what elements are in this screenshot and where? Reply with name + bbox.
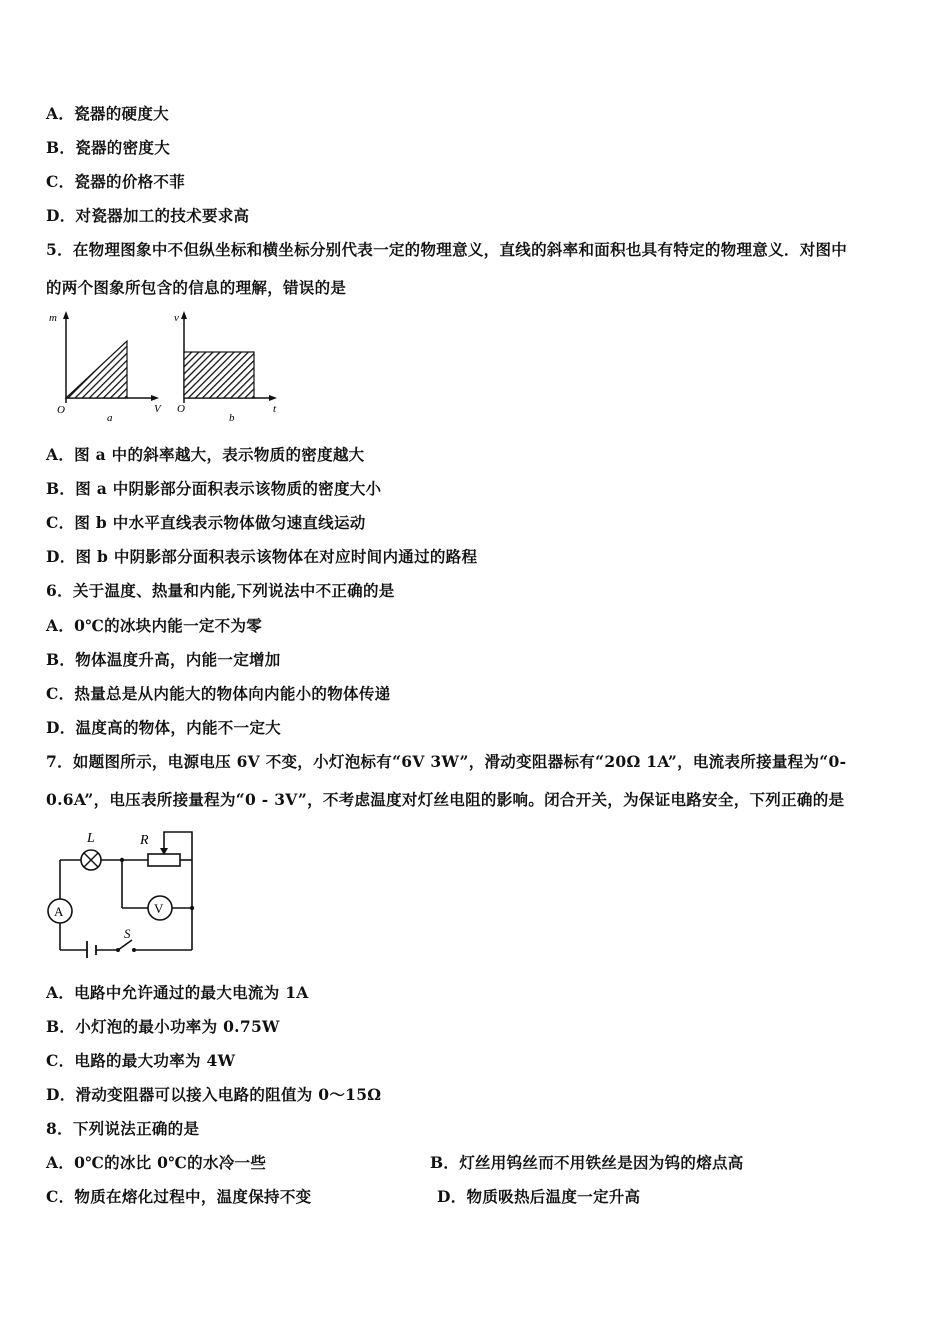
graph-a-y-label: m bbox=[49, 312, 57, 324]
q5-option-c: C．图 b 中水平直线表示物体做匀速直线运动 bbox=[46, 513, 366, 532]
graph-b-x-label: t bbox=[273, 403, 277, 415]
graph-a-shaded-area bbox=[66, 341, 127, 398]
q7-option-d: D．滑动变阻器可以接入电路的阻值为 0～15Ω bbox=[46, 1085, 382, 1104]
q5-stem-line1: 5．在物理图象中不但纵坐标和横坐标分别代表一定的物理意义，直线的斜率和面积也具有特定的物理意义．对图中 bbox=[46, 240, 848, 259]
q6-option-b: B．物体温度升高，内能一定增加 bbox=[46, 650, 281, 669]
q8-option-a: A．0℃的冰比 0℃的水冷一些 bbox=[46, 1153, 267, 1172]
graph-a-x-arrow bbox=[151, 395, 159, 401]
ammeter-label: A bbox=[54, 904, 64, 919]
q4-option-c: C．瓷器的价格不菲 bbox=[46, 172, 186, 191]
junction-node bbox=[120, 858, 124, 862]
q8-stem: 8．下列说法正确的是 bbox=[46, 1119, 200, 1138]
rheostat bbox=[148, 854, 180, 866]
graph-b-caption: b bbox=[229, 412, 235, 424]
junction-node bbox=[190, 906, 194, 910]
q7-option-a: A．电路中允许通过的最大电流为 1A bbox=[46, 983, 309, 1002]
q5-graphs-figure bbox=[44, 308, 294, 426]
graph-a-y-arrow bbox=[63, 311, 69, 319]
battery bbox=[87, 941, 96, 958]
lamp bbox=[81, 850, 101, 870]
voltmeter-label: V bbox=[154, 901, 164, 916]
q5-option-b: B．图 a 中阴影部分面积表示该物质的密度大小 bbox=[46, 479, 382, 498]
q6-option-a: A．0℃的冰块内能一定不为零 bbox=[46, 616, 263, 635]
q6-option-c: C．热量总是从内能大的物体向内能小的物体传递 bbox=[46, 684, 391, 703]
q5-option-a: A．图 a 中的斜率越大，表示物质的密度越大 bbox=[46, 445, 365, 464]
q4-option-a: A．瓷器的硬度大 bbox=[46, 104, 169, 123]
graph-b-x-arrow bbox=[269, 395, 277, 401]
q5-stem-line2: 的两个图象所包含的信息的理解，错误的是 bbox=[46, 278, 347, 297]
q4-option-d: D．对瓷器加工的技术要求高 bbox=[46, 206, 250, 225]
q7-stem-line2: 0.6A”，电压表所接量程为“0 - 3V”，不考虑温度对灯丝电阻的影响。闭合开关，为保证电路安全，下列正确的是 bbox=[46, 790, 845, 809]
graph-b-y-label: v bbox=[174, 312, 179, 324]
graph-a-caption: a bbox=[107, 412, 113, 424]
switch-label: S bbox=[124, 926, 131, 941]
graph-a-origin: O bbox=[57, 404, 65, 416]
graph-b-y-arrow bbox=[181, 311, 187, 319]
q4-option-b: B．瓷器的密度大 bbox=[46, 138, 171, 157]
q7-option-b: B．小灯泡的最小功率为 0.75W bbox=[46, 1017, 280, 1036]
switch bbox=[116, 940, 136, 952]
q7-stem-line1: 7．如题图所示，电源电压 6V 不变，小灯泡标有“6V 3W”，滑动变阻器标有“20Ω 1A”，电流表所接量程为“0- bbox=[46, 752, 847, 771]
q8-option-b: B．灯丝用钨丝而不用铁丝是因为钨的熔点高 bbox=[430, 1153, 744, 1172]
q7-circuit-diagram bbox=[40, 822, 210, 958]
rheostat-label: R bbox=[140, 833, 149, 848]
q7-option-c: C．电路的最大功率为 4W bbox=[46, 1051, 236, 1070]
graph-b-origin: O bbox=[177, 403, 185, 415]
graph-a bbox=[49, 311, 162, 424]
lamp-label: L bbox=[87, 831, 95, 846]
q5-option-d: D．图 b 中阴影部分面积表示该物体在对应时间内通过的路程 bbox=[46, 547, 478, 566]
q6-stem: 6．关于温度、热量和内能,下列说法中不正确的是 bbox=[46, 581, 395, 600]
q8-option-c: C．物质在熔化过程中，温度保持不变 bbox=[46, 1187, 312, 1206]
q8-option-d: D．物质吸热后温度一定升高 bbox=[437, 1187, 641, 1206]
graph-b bbox=[174, 311, 277, 424]
q6-option-d: D．温度高的物体，内能不一定大 bbox=[46, 718, 281, 737]
graph-a-x-label: V bbox=[154, 403, 161, 415]
graph-b-shaded-area bbox=[184, 352, 254, 398]
